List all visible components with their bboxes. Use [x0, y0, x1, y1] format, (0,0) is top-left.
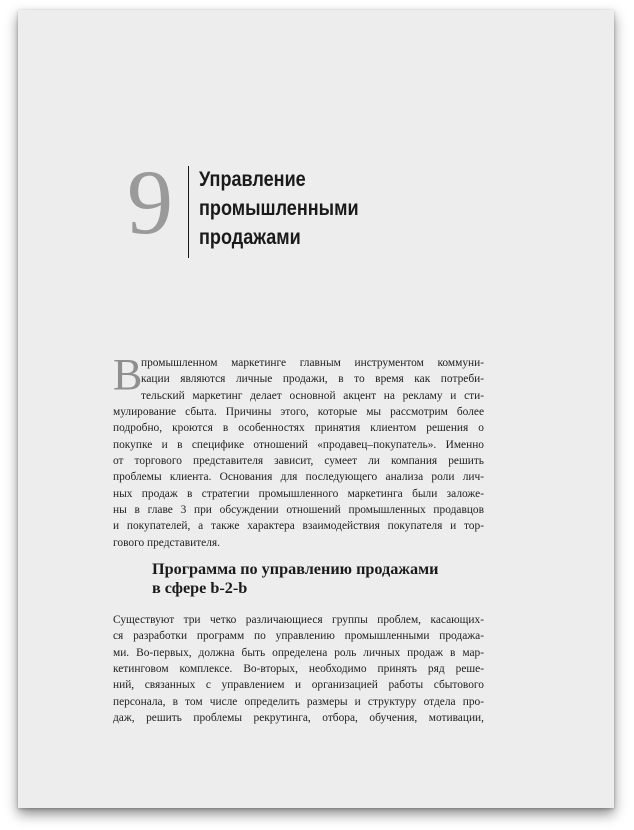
paragraph-line: ний, связанных с управлением и организацией работы сбытового	[113, 679, 484, 692]
drop-cap: В	[113, 350, 143, 399]
chapter-title	[199, 165, 359, 252]
paragraph-line: проблемы клиента. Основания для последующего анализа роли лич-	[113, 471, 484, 484]
paragraph-line: промышленном маркетинге главным инструментом коммуни-	[141, 357, 484, 369]
paragraph-line: кетинговом комплексе. Во-вторых, необходимо принять ряд реше-	[113, 663, 484, 676]
paragraph-line: ми. Во-первых, должна быть определена роль личных продаж в мар-	[113, 646, 484, 659]
paragraph-line: мулирование сбыта. Причины этого, которые мы рассмотрим более	[113, 406, 484, 419]
section-heading-line: Программа по управлению продажами	[152, 560, 439, 578]
chapter-title-line: продажами	[199, 226, 301, 249]
paragraph-line: ных продаж в стратегии промышленного маркетинга были заложе-	[113, 487, 484, 500]
paragraph-line: тельский маркетинг делает основной акцент на рекламу и сти-	[141, 389, 484, 402]
paragraph-line: подробно, кроются в особенностях принятия клиентом решения о	[113, 422, 484, 435]
intro-paragraph	[113, 350, 484, 551]
paragraph-line: кации являются личные продажи, в то время как потреби-	[141, 373, 484, 386]
chapter-divider	[188, 166, 189, 258]
paragraph-line: ны в главе 3 при обсуждении отношений промышленных продавцов	[113, 504, 484, 517]
chapter-title-line: Управление	[199, 168, 306, 191]
paragraph-line: даж, решить проблемы рекрутинга, отбора, обучения, мотивации,	[113, 712, 484, 725]
paragraph-line: от торгового представителя зависит, сумеет ли компания решить	[113, 455, 484, 468]
paragraph-line: и покупателей, а также характера взаимодействия покупателя и тор-	[113, 520, 484, 533]
section-heading	[152, 560, 439, 598]
section-heading-line: в сфере b-2-b	[152, 579, 248, 597]
chapter-title-line: промышленными	[199, 197, 359, 220]
paragraph-line: Существуют три четко различающиеся группы проблем, касающих-	[113, 614, 484, 626]
paragraph-line: персонала, в том числе определить размеры и структуру отдела про-	[113, 695, 484, 708]
paragraph-line: покупке и в специфике отношений «продавец–покупатель». Именно	[113, 438, 484, 451]
paragraph-line: ся разработки программ по управлению промышленными продажа-	[113, 630, 484, 643]
chapter-number: 9	[127, 151, 173, 253]
paragraph-line: гового представителя.	[113, 536, 221, 549]
section-paragraph	[113, 612, 484, 726]
